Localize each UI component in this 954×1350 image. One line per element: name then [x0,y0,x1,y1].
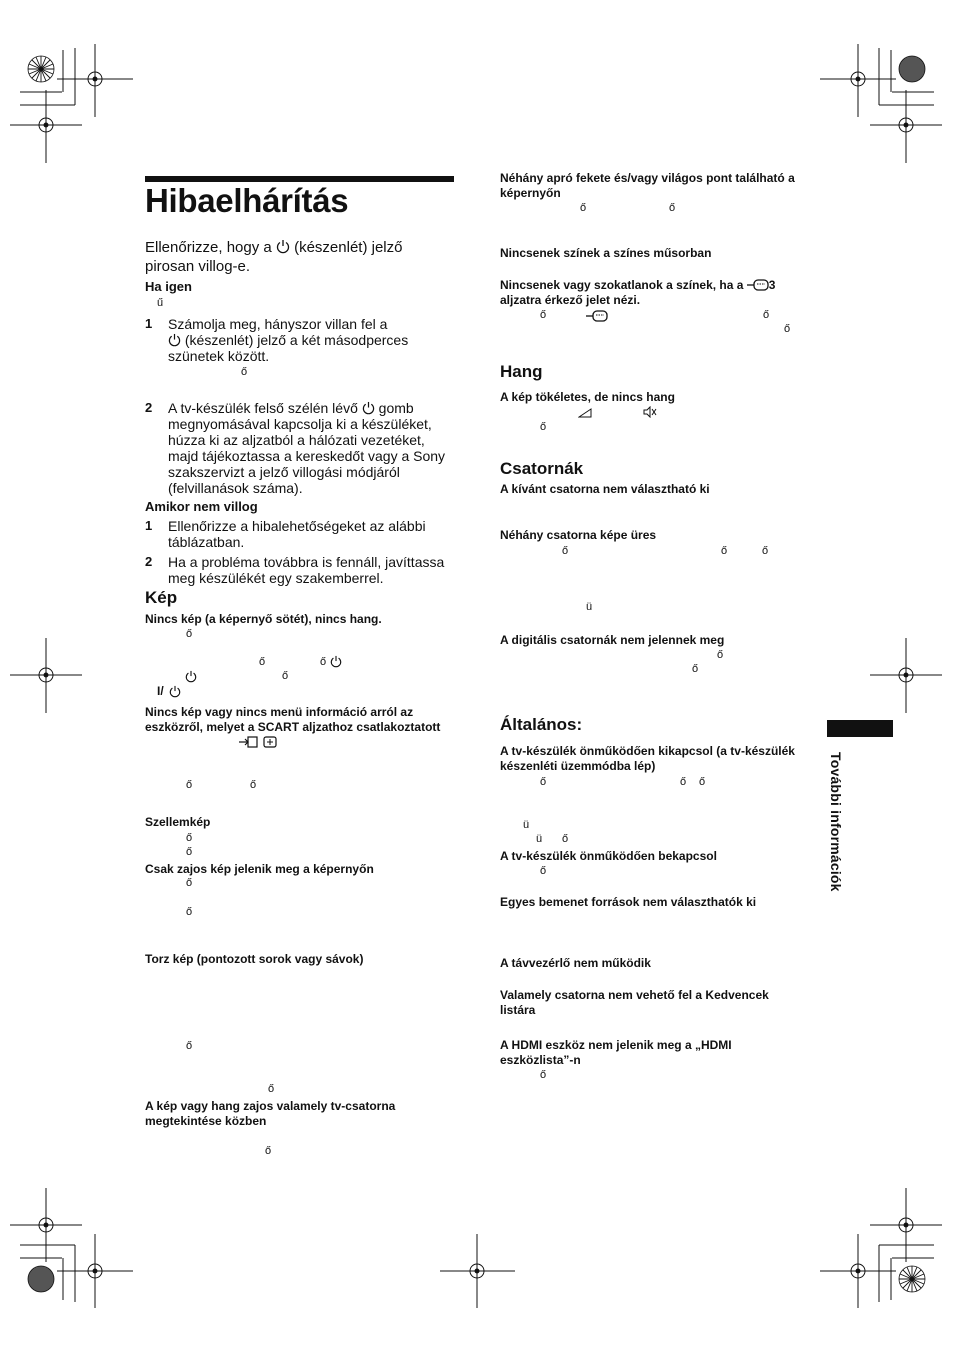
altalanos-q6: A HDMI eszköz nem jelenik meg a „HDMI eszközlista”-n [500,1038,732,1067]
ha-igen-step-2 [168,400,456,496]
step-text: (készenlét) jelző a két másodperces szünetek között. [168,332,409,364]
kep-q4: Csak zajos kép jelenik meg a képernyőn [145,862,374,876]
glyph-u: ű [157,297,164,309]
intro-after: (készenlét) jelző pirosan villog-e. [145,239,403,275]
kep-q3: Szellemkép [145,815,211,829]
glyph-o: ő [186,779,193,791]
mute-icon [643,406,657,418]
step-text: gomb megnyomásával kapcsolja ki a készüléket, húzza ki az aljzatból a hálózati vezetéket, majd tájékoztassa a kereskedőt vagy a Sony szakszervizt a jelző villogási módjáról (felvillanások száma). [168,400,446,496]
glyph-o: ő [692,663,699,675]
altalanos-heading: Általános: [500,715,583,734]
page-title: Hibaelhárítás [145,182,349,219]
ha-igen-step-1 [168,316,454,364]
glyph-o: ő [784,323,791,335]
standby-icon [276,239,290,254]
altalanos-q4: A távvezérlő nem működik [500,956,651,970]
kep-q5: Torz kép (pontozott sorok vagy sávok) [145,952,364,966]
step-number: 2 [145,400,153,415]
glyph-o: ő [540,309,547,321]
right-q3 [500,278,810,308]
altalanos-q2: A tv-készülék önműködően bekapcsol [500,849,717,863]
power-icon [362,401,375,415]
glyph-o: ő [268,1083,275,1095]
glyph-o: ő [699,776,706,788]
altalanos-q3: Egyes bemenet források nem választhatók ki [500,895,757,909]
glyph-o: ő [241,366,248,378]
glyph-o: ő [540,865,547,877]
standby-icon [330,655,342,668]
side-tab-text: További információk [828,752,844,892]
q-text: Nincsenek vagy szokatlanok a színek, ha a [500,278,744,292]
input-socket-icon [586,310,608,322]
csatornak-heading: Csatornák [500,459,584,478]
glyph-o: ő [762,545,769,557]
glyph-o: ő [763,309,770,321]
glyph-o: ő [282,670,289,682]
glyph-o: ő [580,202,587,214]
right-q2: Nincsenek színek a színes műsorban [500,246,712,260]
glyph-o: ő [562,545,569,557]
kep-q6: A kép vagy hang zajos valamely tv-csatorna megtekintése közben [145,1099,396,1128]
glyph-o: ő [250,779,257,791]
glyph-o: ő [540,1069,547,1081]
glyph-u: ü [536,833,543,845]
ha-igen-heading: Ha igen [145,279,192,294]
q-text: aljzatra érkező jelet nézi. [500,293,641,307]
kep-heading: Kép [145,588,178,607]
glyph-o: ő [717,649,724,661]
glyph-o: ő [680,776,687,788]
amikor-step-1: Ellenőrizze a hibalehetőségeket az alábbi táblázatban. [168,518,426,550]
intro-before: Ellenőrizze, hogy a [145,239,272,256]
glyph-o: ő [186,877,193,889]
csatornak-q3: A digitális csatornák nem jelennek meg [500,633,725,647]
hang-heading: Hang [500,362,543,381]
side-tab-label [822,752,846,902]
glyph-o: ő [186,628,193,640]
power-icon [169,685,181,698]
volume-icon [578,408,592,418]
side-tab-marker [827,720,893,737]
glyph-u: ü [523,819,530,831]
input-socket-icon [747,279,769,291]
glyph-o: ő [265,1145,272,1157]
csatornak-q2: Néhány csatorna képe üres [500,528,657,542]
kep-q2: Nincs kép vagy nincs menü információ arról az eszközről, melyet a SCART aljzathoz csatlakoztatott [145,705,441,734]
step-number: 1 [145,316,153,331]
glyph-o: ő [186,1040,193,1052]
glyph-o: ő [259,656,266,668]
amikor-heading: Amikor nem villog [145,499,258,514]
intro-text [145,238,455,276]
input-number: 3 [768,278,776,292]
glyph-o: ő [540,776,547,788]
standby-icon [185,670,197,683]
glyph-o: ő [320,656,327,668]
glyph-u: ü [586,601,593,613]
glyph-o: ő [562,833,569,845]
glyph-o: ő [186,832,193,844]
csatornak-q1: A kívánt csatorna nem választható ki [500,482,710,496]
glyph-o: ő [540,421,547,433]
step-number: 1 [145,518,153,533]
glyph-o: ő [669,202,676,214]
kep-q1: Nincs kép (a képernyő sötét), nincs hang. [145,612,382,626]
step-number: 2 [145,554,153,569]
right-q1: Néhány apró fekete és/vagy világos pont található a képernyőn [500,171,795,200]
step-text: Számolja meg, hányszor villan fel a [168,316,388,332]
hang-q1: A kép tökéletes, de nincs hang [500,390,675,404]
power-label: I/ [157,684,164,698]
input-icon [238,735,280,749]
altalanos-q1: A tv-készülék önműködően kikapcsol (a tv-készülék készenléti üzemmódba lép) [500,744,795,773]
standby-icon [168,333,181,347]
step-text: A tv-készülék felső szélén lévő [168,400,358,416]
glyph-o: ő [186,906,193,918]
glyph-o: ő [721,545,728,557]
altalanos-q5: Valamely csatorna nem vehető fel a Kedvencek listára [500,988,769,1017]
amikor-step-2: Ha a probléma továbbra is fennáll, javíttassa meg készülékét egy szakemberrel. [168,554,445,586]
glyph-o: ő [186,846,193,858]
